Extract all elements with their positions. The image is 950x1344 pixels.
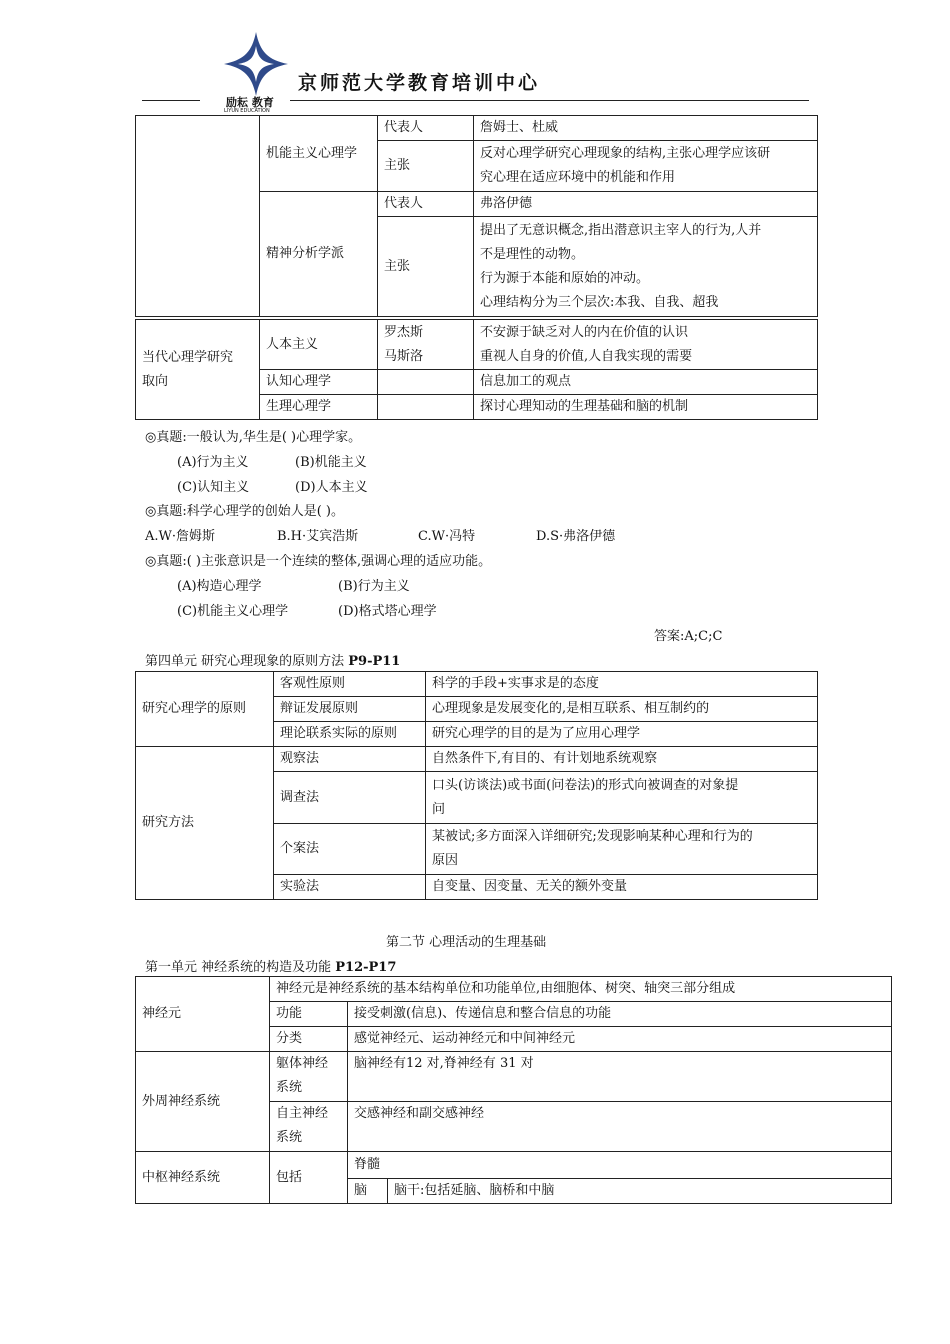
cognitive-point: 信息加工的观点 [474,370,818,395]
schools-table [135,115,818,317]
rep-label: 代表人 [378,116,474,141]
question-3-option-a: (A)构造心理学 [177,579,262,594]
cognitive-name: 认知心理学 [260,370,378,395]
method-name: 调查法 [274,772,426,824]
question-1-option-c: (C)认知主义 [177,480,250,495]
section2-title: 第二节 心理活动的生理基础 [386,935,547,950]
answer-key: 答案:A;C;C [654,629,723,644]
question-2-option-b: B.H·艾宾浩斯 [277,529,359,544]
methods-label: 研究方法 [136,747,274,900]
question-3-option-c: (C)机能主义心理学 [177,604,289,619]
claim-label: 主张 [378,141,474,192]
principle-name: 客观性原则 [274,672,426,697]
question-2-option-a: A.W·詹姆斯 [145,529,216,544]
question-2-option-d: D.S·弗洛伊德 [536,529,616,544]
humanism-name: 人本主义 [260,320,378,370]
question-2-option-c: C.W·冯特 [418,529,476,544]
question-2-stem: ◎真题:科学心理学的创始人是( )。 [145,504,344,519]
neuron-class-label: 分类 [270,1027,348,1052]
claim-text: 提出了无意识概念,指出潜意识主宰人的行为,人并 不是理性的动物。 行为源于本能和原始的冲动。 心理结构分为三个层次:本我、自我、超我 [474,217,818,317]
unit1-pages: P12-P17 [335,960,397,975]
logo-subtext: LIYUN EDUCATION [224,108,270,114]
question-1-option-a: (A)行为主义 [177,455,249,470]
method-desc: 某被试;多方面深入详细研究;发现影响某种心理和行为的 原因 [426,824,818,875]
principle-desc: 心理现象是发展变化的,是相互联系、相互制约的 [426,697,818,722]
psychoanalysis-name: 精神分析学派 [260,192,378,317]
unit4-title: 第四单元 研究心理现象的原则方法 P9-P11 [145,654,401,669]
principles-label: 研究心理学的原则 [136,672,274,747]
principle-name: 理论联系实际的原则 [274,722,426,747]
method-desc: 口头(访谈法)或书面(问卷法)的形式向被调查的对象提 问 [426,772,818,824]
question-3-option-d: (D)格式塔心理学 [338,604,437,619]
question-1-option-d: (D)人本主义 [295,480,368,495]
peripheral-label: 外周神经系统 [136,1052,270,1152]
functionalism-name: 机能主义心理学 [260,116,378,192]
somatic-label: 躯体神经 系统 [270,1052,348,1102]
humanism-points: 不安源于缺乏对人的内在价值的认识 重视人自身的价值,人自我实现的需要 [474,320,818,370]
method-name: 实验法 [274,875,426,900]
question-1-option-b: (B)机能主义 [295,455,367,470]
neuron-function-label: 功能 [270,1002,348,1027]
logo-text: 励耘 教育 [226,96,274,109]
contemporary-table [135,319,818,420]
header-rule-left [142,100,200,101]
principle-name: 辩证发展原则 [274,697,426,722]
autonomic-label: 自主神经 系统 [270,1102,348,1152]
central-includes-label: 包括 [270,1152,348,1204]
method-name: 观察法 [274,747,426,772]
method-desc: 自变量、因变量、无关的额外变量 [426,875,818,900]
rep-value: 詹姆士、杜威 [474,116,818,141]
question-1-stem: ◎真题:一般认为,华生是( )心理学家。 [145,430,362,445]
header-rule-right [290,100,809,101]
autonomic-desc: 交感神经和副交感神经 [348,1102,892,1152]
unit1-title: 第一单元 神经系统的构造及功能 P12-P17 [145,960,397,975]
brainstem-desc: 脑干:包括延脑、脑桥和中脑 [388,1179,892,1204]
method-desc: 自然条件下,有目的、有计划地系统观察 [426,747,818,772]
central-label: 中枢神经系统 [136,1152,270,1204]
physiological-name: 生理心理学 [260,395,378,420]
claim-text: 反对心理学研究心理现象的结构,主张心理学应该研 究心理在适应环境中的机能和作用 [474,141,818,192]
neuron-label: 神经元 [136,977,270,1052]
empty-cell [378,395,474,420]
principle-desc: 研究心理学的目的是为了应用心理学 [426,722,818,747]
claim-label: 主张 [378,217,474,317]
somatic-desc: 脑神经有12 对,脊神经有 31 对 [348,1052,892,1102]
question-3-stem: ◎真题:( )主张意识是一个连续的整体,强调心理的适应功能。 [145,554,492,569]
neuron-definition: 神经元是神经系统的基本结构单位和功能单位,由细胞体、树突、轴突三部分组成 [270,977,892,1002]
unit4-table [135,671,818,900]
brain-label: 脑 [348,1179,388,1204]
contemporary-label: 当代心理学研究 取向 [136,320,260,420]
neuron-function: 接受刺激(信息)、传递信息和整合信息的功能 [348,1002,892,1027]
logo [222,30,290,114]
empty-cell [136,116,260,317]
empty-cell [378,370,474,395]
principle-desc: 科学的手段+实事求是的态度 [426,672,818,697]
nervous-system-table [135,976,892,1204]
rep-label: 代表人 [378,192,474,217]
method-name: 个案法 [274,824,426,875]
physiological-point: 探讨心理知动的生理基础和脑的机制 [474,395,818,420]
logo-star-icon [222,30,290,100]
question-3-option-b: (B)行为主义 [338,579,410,594]
unit4-pages: P9-P11 [348,654,401,669]
page-header-title: 京师范大学教育培训中心 [298,72,541,94]
rep-value: 弗洛伊德 [474,192,818,217]
neuron-classes: 感觉神经元、运动神经元和中间神经元 [348,1027,892,1052]
humanism-people: 罗杰斯 马斯洛 [378,320,474,370]
spinal-cord: 脊髓 [348,1152,892,1179]
